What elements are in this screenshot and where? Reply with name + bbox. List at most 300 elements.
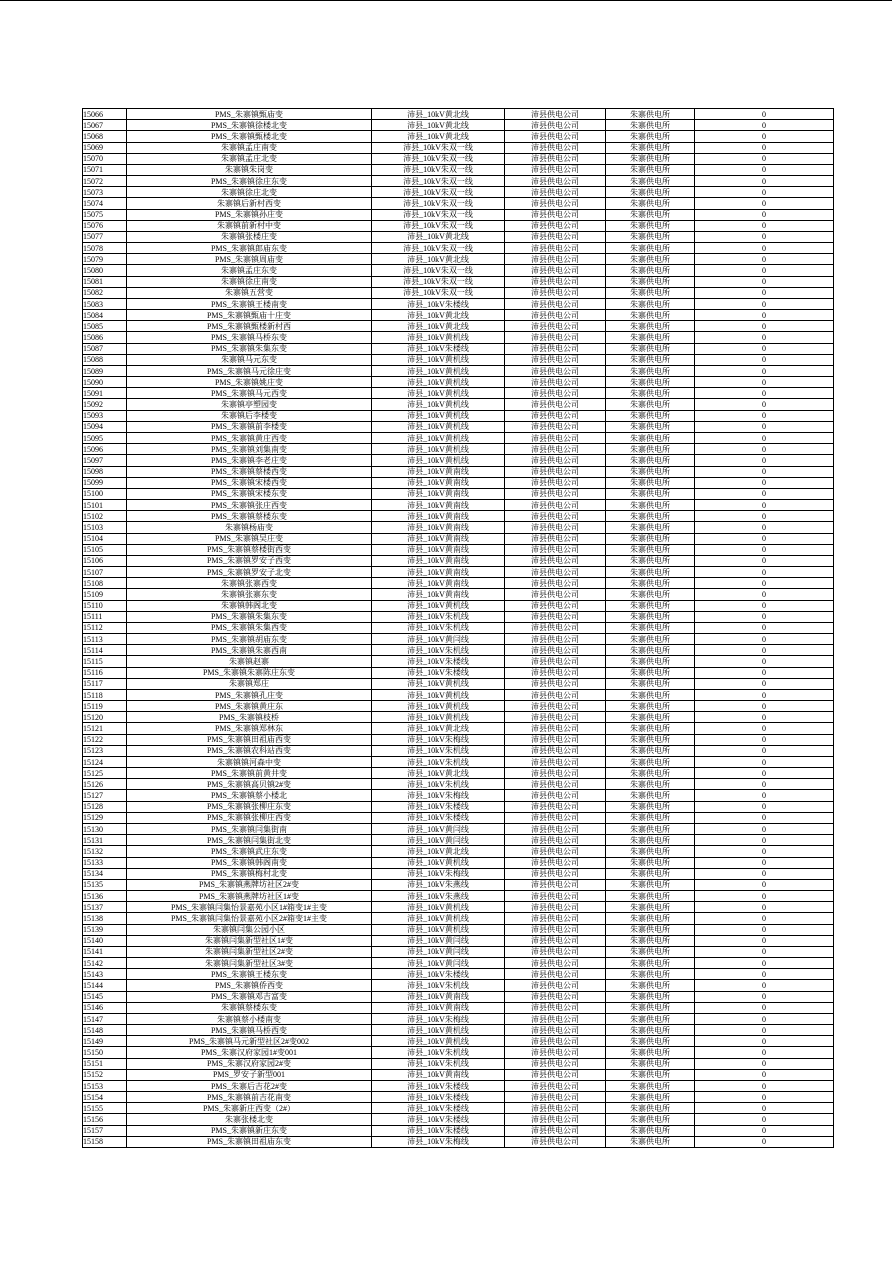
- cell-value: 0: [695, 388, 834, 399]
- cell-transformer-name: 朱寨镇五营变: [127, 287, 372, 298]
- cell-value: 0: [695, 522, 834, 533]
- cell-feeder-line: 沛县_10kV黄机线: [372, 455, 505, 466]
- table-row: [83, 343, 834, 354]
- table-row: [83, 723, 834, 734]
- cell-company: 沛县供电公司: [505, 220, 606, 231]
- cell-company: 沛县供电公司: [505, 1092, 606, 1103]
- table-row: [83, 801, 834, 812]
- cell-feeder-line: 沛县_10kV黄北线: [372, 231, 505, 242]
- cell-transformer-name: PMS_朱寨镇邓吉富变: [127, 991, 372, 1002]
- cell-company: 沛县供电公司: [505, 276, 606, 287]
- cell-value: 0: [695, 432, 834, 443]
- cell-feeder-line: 沛县_10kV黄机线: [372, 1025, 505, 1036]
- table-row: [83, 824, 834, 835]
- cell-id: 15131: [83, 835, 127, 846]
- cell-value: 0: [695, 734, 834, 745]
- cell-value: 0: [695, 500, 834, 511]
- table-row: [83, 958, 834, 969]
- cell-station: 朱寨供电所: [606, 176, 695, 187]
- cell-station: 朱寨供电所: [606, 142, 695, 153]
- cell-station: 朱寨供电所: [606, 891, 695, 902]
- table-row: [83, 980, 834, 991]
- cell-value: 0: [695, 958, 834, 969]
- table-row: [83, 969, 834, 980]
- cell-id: 15103: [83, 522, 127, 533]
- table-row: [83, 689, 834, 700]
- cell-feeder-line: 沛县_10kV朱梅线: [372, 734, 505, 745]
- table-row: [83, 891, 834, 902]
- cell-feeder-line: 沛县_10kV朱双一线: [372, 209, 505, 220]
- cell-value: 0: [695, 924, 834, 935]
- cell-feeder-line: 沛县_10kV黄机线: [372, 600, 505, 611]
- cell-company: 沛县供电公司: [505, 131, 606, 142]
- cell-feeder-line: 沛县_10kV黄闫线: [372, 946, 505, 957]
- cell-station: 朱寨供电所: [606, 712, 695, 723]
- cell-transformer-name: 朱寨镇后新村西变: [127, 198, 372, 209]
- cell-value: 0: [695, 578, 834, 589]
- cell-value: 0: [695, 1069, 834, 1080]
- table-row: [83, 712, 834, 723]
- cell-value: 0: [695, 298, 834, 309]
- table-row: [83, 1025, 834, 1036]
- cell-value: 0: [695, 835, 834, 846]
- cell-feeder-line: 沛县_10kV朱机线: [372, 1047, 505, 1058]
- cell-id: 15116: [83, 667, 127, 678]
- table-row: [83, 120, 834, 131]
- cell-station: 朱寨供电所: [606, 701, 695, 712]
- cell-feeder-line: 沛县_10kV朱双一线: [372, 153, 505, 164]
- cell-transformer-name: PMS_朱寨镇武庄东变: [127, 846, 372, 857]
- cell-id: 15119: [83, 701, 127, 712]
- cell-company: 沛县供电公司: [505, 310, 606, 321]
- cell-feeder-line: 沛县_10kV黄机线: [372, 678, 505, 689]
- cell-id: 15147: [83, 1013, 127, 1024]
- cell-id: 15120: [83, 712, 127, 723]
- cell-transformer-name: 朱寨镇蔡小楼南变: [127, 1013, 372, 1024]
- cell-feeder-line: 沛县_10kV朱楼线: [372, 1103, 505, 1114]
- cell-company: 沛县供电公司: [505, 768, 606, 779]
- cell-company: 沛县供电公司: [505, 332, 606, 343]
- cell-company: 沛县供电公司: [505, 377, 606, 388]
- cell-station: 朱寨供电所: [606, 667, 695, 678]
- cell-transformer-name: PMS_朱寨镇高贝镇2#变: [127, 779, 372, 790]
- table-row: [83, 611, 834, 622]
- cell-id: 15104: [83, 533, 127, 544]
- cell-id: 15084: [83, 310, 127, 321]
- cell-id: 15123: [83, 745, 127, 756]
- cell-transformer-name: PMS_朱寨镇徐楼北变: [127, 120, 372, 131]
- cell-value: 0: [695, 365, 834, 376]
- cell-station: 朱寨供电所: [606, 946, 695, 957]
- cell-id: 15132: [83, 846, 127, 857]
- cell-company: 沛县供电公司: [505, 611, 606, 622]
- page-top-rule: [0, 0, 892, 1]
- cell-feeder-line: 沛县_10kV朱双一线: [372, 287, 505, 298]
- cell-company: 沛县供电公司: [505, 712, 606, 723]
- cell-id: 15095: [83, 432, 127, 443]
- cell-value: 0: [695, 343, 834, 354]
- cell-company: 沛县供电公司: [505, 935, 606, 946]
- table-row: [83, 243, 834, 254]
- cell-feeder-line: 沛县_10kV黄机线: [372, 410, 505, 421]
- cell-company: 沛县供电公司: [505, 410, 606, 421]
- table-row: [83, 377, 834, 388]
- table-row: [83, 321, 834, 332]
- table-row: [83, 388, 834, 399]
- cell-station: 朱寨供电所: [606, 365, 695, 376]
- cell-station: 朱寨供电所: [606, 935, 695, 946]
- cell-feeder-line: 沛县_10kV朱梅线: [372, 1136, 505, 1147]
- cell-company: 沛县供电公司: [505, 1013, 606, 1024]
- cell-company: 沛县供电公司: [505, 432, 606, 443]
- cell-value: 0: [695, 913, 834, 924]
- cell-station: 朱寨供电所: [606, 622, 695, 633]
- cell-station: 朱寨供电所: [606, 980, 695, 991]
- table-row: [83, 354, 834, 365]
- table-row: [83, 176, 834, 187]
- cell-company: 沛县供电公司: [505, 678, 606, 689]
- cell-company: 沛县供电公司: [505, 645, 606, 656]
- cell-feeder-line: 沛县_10kV黄闫线: [372, 935, 505, 946]
- table-row: [83, 399, 834, 410]
- cell-company: 沛县供电公司: [505, 533, 606, 544]
- cell-id: 15149: [83, 1036, 127, 1047]
- cell-company: 沛县供电公司: [505, 745, 606, 756]
- cell-id: 15114: [83, 645, 127, 656]
- cell-feeder-line: 沛县_10kV黄机线: [372, 388, 505, 399]
- cell-company: 沛县供电公司: [505, 455, 606, 466]
- cell-value: 0: [695, 209, 834, 220]
- cell-feeder-line: 沛县_10kV黄北线: [372, 846, 505, 857]
- cell-station: 朱寨供电所: [606, 1092, 695, 1103]
- cell-transformer-name: 朱寨镇徐庄北变: [127, 187, 372, 198]
- cell-station: 朱寨供电所: [606, 678, 695, 689]
- table-row: [83, 533, 834, 544]
- cell-transformer-name: PMS_朱寨镇韩阁南变: [127, 857, 372, 868]
- cell-id: 15069: [83, 142, 127, 153]
- table-row: [83, 1136, 834, 1147]
- table-row: [83, 231, 834, 242]
- cell-transformer-name: PMS_朱寨镇闫集怡景嘉苑小区2#箱变1#主变: [127, 913, 372, 924]
- cell-station: 朱寨供电所: [606, 857, 695, 868]
- cell-value: 0: [695, 1002, 834, 1013]
- cell-transformer-name: PMS_朱寨镇马桥东变: [127, 332, 372, 343]
- cell-value: 0: [695, 678, 834, 689]
- cell-feeder-line: 沛县_10kV朱楼线: [372, 667, 505, 678]
- cell-feeder-line: 沛县_10kV黄机线: [372, 332, 505, 343]
- cell-station: 朱寨供电所: [606, 120, 695, 131]
- cell-id: 15143: [83, 969, 127, 980]
- cell-company: 沛县供电公司: [505, 176, 606, 187]
- cell-station: 朱寨供电所: [606, 745, 695, 756]
- cell-value: 0: [695, 254, 834, 265]
- cell-station: 朱寨供电所: [606, 768, 695, 779]
- cell-company: 沛县供电公司: [505, 991, 606, 1002]
- cell-feeder-line: 沛县_10kV朱楼线: [372, 1080, 505, 1091]
- cell-station: 朱寨供电所: [606, 812, 695, 823]
- cell-value: 0: [695, 198, 834, 209]
- cell-feeder-line: 沛县_10kV黄南线: [372, 589, 505, 600]
- cell-station: 朱寨供电所: [606, 410, 695, 421]
- cell-id: 15083: [83, 298, 127, 309]
- cell-transformer-name: PMS_朱寨镇徐庄东变: [127, 176, 372, 187]
- cell-company: 沛县供电公司: [505, 891, 606, 902]
- cell-value: 0: [695, 265, 834, 276]
- cell-value: 0: [695, 812, 834, 823]
- cell-transformer-name: 朱寨镇闫集新型社区2#变: [127, 946, 372, 957]
- cell-feeder-line: 沛县_10kV黄南线: [372, 567, 505, 578]
- cell-station: 朱寨供电所: [606, 388, 695, 399]
- cell-transformer-name: PMS_朱寨镇朱集西变: [127, 622, 372, 633]
- cell-company: 沛县供电公司: [505, 265, 606, 276]
- cell-feeder-line: 沛县_10kV朱机线: [372, 1058, 505, 1069]
- cell-value: 0: [695, 622, 834, 633]
- cell-company: 沛县供电公司: [505, 1002, 606, 1013]
- cell-feeder-line: 沛县_10kV朱燕线: [372, 891, 505, 902]
- cell-station: 朱寨供电所: [606, 868, 695, 879]
- table-row: [83, 511, 834, 522]
- cell-transformer-name: PMS_朱寨镇枝桥: [127, 712, 372, 723]
- cell-id: 15070: [83, 153, 127, 164]
- cell-value: 0: [695, 377, 834, 388]
- cell-feeder-line: 沛县_10kV黄机线: [372, 924, 505, 935]
- table-row: [83, 879, 834, 890]
- table-row: [83, 935, 834, 946]
- cell-company: 沛县供电公司: [505, 790, 606, 801]
- cell-id: 15096: [83, 444, 127, 455]
- cell-transformer-name: PMS_朱寨镇黄庄西变: [127, 432, 372, 443]
- cell-feeder-line: 沛县_10kV朱双一线: [372, 198, 505, 209]
- cell-value: 0: [695, 1025, 834, 1036]
- table-row: [83, 265, 834, 276]
- table-row: [83, 466, 834, 477]
- cell-value: 0: [695, 712, 834, 723]
- cell-station: 朱寨供电所: [606, 1069, 695, 1080]
- cell-station: 朱寨供电所: [606, 991, 695, 1002]
- table-body: [83, 109, 834, 1148]
- cell-station: 朱寨供电所: [606, 209, 695, 220]
- cell-station: 朱寨供电所: [606, 1025, 695, 1036]
- cell-value: 0: [695, 421, 834, 432]
- cell-transformer-name: 朱寨镇亭塑园变: [127, 399, 372, 410]
- cell-station: 朱寨供电所: [606, 634, 695, 645]
- cell-station: 朱寨供电所: [606, 198, 695, 209]
- cell-value: 0: [695, 790, 834, 801]
- cell-value: 0: [695, 332, 834, 343]
- cell-transformer-name: PMS_朱寨镇前李楼变: [127, 421, 372, 432]
- cell-station: 朱寨供电所: [606, 421, 695, 432]
- cell-company: 沛县供电公司: [505, 164, 606, 175]
- cell-feeder-line: 沛县_10kV黄南线: [372, 544, 505, 555]
- cell-feeder-line: 沛县_10kV朱机线: [372, 779, 505, 790]
- cell-transformer-name: PMS_朱寨镇蔡小楼北: [127, 790, 372, 801]
- cell-value: 0: [695, 1114, 834, 1125]
- cell-transformer-name: 朱寨镇闫集新型社区1#变: [127, 935, 372, 946]
- cell-value: 0: [695, 533, 834, 544]
- cell-station: 朱寨供电所: [606, 555, 695, 566]
- table-row: [83, 1080, 834, 1091]
- cell-id: 15087: [83, 343, 127, 354]
- cell-value: 0: [695, 455, 834, 466]
- cell-feeder-line: 沛县_10kV朱梅线: [372, 868, 505, 879]
- cell-transformer-name: PMS_朱寨镇蔡楼西变: [127, 466, 372, 477]
- cell-station: 朱寨供电所: [606, 913, 695, 924]
- cell-transformer-name: 朱寨镇后李楼变: [127, 410, 372, 421]
- cell-transformer-name: 朱寨镇孟庄东变: [127, 265, 372, 276]
- cell-station: 朱寨供电所: [606, 220, 695, 231]
- cell-transformer-name: 朱寨镇马元东变: [127, 354, 372, 365]
- cell-station: 朱寨供电所: [606, 231, 695, 242]
- cell-company: 沛县供电公司: [505, 667, 606, 678]
- table-row: [83, 578, 834, 589]
- cell-company: 沛县供电公司: [505, 801, 606, 812]
- table-row: [83, 254, 834, 265]
- cell-station: 朱寨供电所: [606, 276, 695, 287]
- cell-station: 朱寨供电所: [606, 265, 695, 276]
- table-row: [83, 198, 834, 209]
- cell-transformer-name: PMS_朱寨镇蔡楼东变: [127, 511, 372, 522]
- cell-station: 朱寨供电所: [606, 455, 695, 466]
- cell-value: 0: [695, 868, 834, 879]
- cell-feeder-line: 沛县_10kV黄南线: [372, 477, 505, 488]
- table-row: [83, 656, 834, 667]
- cell-company: 沛县供电公司: [505, 522, 606, 533]
- cell-company: 沛县供电公司: [505, 701, 606, 712]
- table-row: [83, 421, 834, 432]
- cell-transformer-name: 朱寨镇张寨西变: [127, 578, 372, 589]
- cell-value: 0: [695, 109, 834, 120]
- cell-station: 朱寨供电所: [606, 1136, 695, 1147]
- cell-transformer-name: PMS_朱寨镇马元西变: [127, 388, 372, 399]
- cell-feeder-line: 沛县_10kV黄机线: [372, 354, 505, 365]
- cell-transformer-name: PMS_朱寨镇侨西变: [127, 980, 372, 991]
- cell-transformer-name: PMS_朱寨镇前吉花南变: [127, 1092, 372, 1103]
- cell-company: 沛县供电公司: [505, 421, 606, 432]
- cell-value: 0: [695, 287, 834, 298]
- cell-transformer-name: PMS_朱寨镇宋楼西变: [127, 477, 372, 488]
- table-row: [83, 1125, 834, 1136]
- cell-company: 沛县供电公司: [505, 600, 606, 611]
- cell-feeder-line: 沛县_10kV黄南线: [372, 1002, 505, 1013]
- cell-station: 朱寨供电所: [606, 298, 695, 309]
- cell-station: 朱寨供电所: [606, 790, 695, 801]
- cell-id: 15153: [83, 1080, 127, 1091]
- cell-company: 沛县供电公司: [505, 1036, 606, 1047]
- cell-value: 0: [695, 243, 834, 254]
- cell-station: 朱寨供电所: [606, 969, 695, 980]
- cell-id: 15099: [83, 477, 127, 488]
- cell-company: 沛县供电公司: [505, 187, 606, 198]
- cell-value: 0: [695, 946, 834, 957]
- table-row: [83, 567, 834, 578]
- cell-transformer-name: 朱寨镇张楼庄变: [127, 231, 372, 242]
- cell-station: 朱寨供电所: [606, 578, 695, 589]
- table-row: [83, 544, 834, 555]
- cell-station: 朱寨供电所: [606, 109, 695, 120]
- cell-transformer-name: PMS_朱寨镇马元新型社区2#变002: [127, 1036, 372, 1047]
- table-row: [83, 913, 834, 924]
- cell-id: 15088: [83, 354, 127, 365]
- table-row: [83, 1103, 834, 1114]
- cell-id: 15066: [83, 109, 127, 120]
- cell-station: 朱寨供电所: [606, 287, 695, 298]
- cell-transformer-name: PMS_朱寨镇郎庙东变: [127, 243, 372, 254]
- cell-value: 0: [695, 220, 834, 231]
- cell-id: 15138: [83, 913, 127, 924]
- cell-value: 0: [695, 634, 834, 645]
- cell-feeder-line: 沛县_10kV朱双一线: [372, 276, 505, 287]
- cell-company: 沛县供电公司: [505, 902, 606, 913]
- cell-transformer-name: PMS_朱寨镇马元徐庄变: [127, 365, 372, 376]
- cell-id: 15081: [83, 276, 127, 287]
- cell-transformer-name: PMS_朱寨镇甄庙十庄变: [127, 310, 372, 321]
- cell-id: 15127: [83, 790, 127, 801]
- cell-value: 0: [695, 857, 834, 868]
- table-row: [83, 1013, 834, 1024]
- cell-feeder-line: 沛县_10kV黄南线: [372, 522, 505, 533]
- cell-value: 0: [695, 1103, 834, 1114]
- cell-station: 朱寨供电所: [606, 824, 695, 835]
- cell-id: 15101: [83, 500, 127, 511]
- cell-transformer-name: PMS_朱寨汉府家园2#变: [127, 1058, 372, 1069]
- cell-transformer-name: PMS_朱寨镇郑林东: [127, 723, 372, 734]
- cell-feeder-line: 沛县_10kV朱机线: [372, 611, 505, 622]
- cell-company: 沛县供电公司: [505, 824, 606, 835]
- cell-feeder-line: 沛县_10kV黄北线: [372, 310, 505, 321]
- cell-company: 沛县供电公司: [505, 544, 606, 555]
- cell-value: 0: [695, 567, 834, 578]
- table-row: [83, 187, 834, 198]
- cell-station: 朱寨供电所: [606, 1103, 695, 1114]
- cell-station: 朱寨供电所: [606, 846, 695, 857]
- cell-station: 朱寨供电所: [606, 902, 695, 913]
- cell-transformer-name: 朱寨镇孟庄北变: [127, 153, 372, 164]
- cell-transformer-name: PMS_朱寨汉府家园1#变001: [127, 1047, 372, 1058]
- cell-station: 朱寨供电所: [606, 656, 695, 667]
- cell-station: 朱寨供电所: [606, 533, 695, 544]
- table-row: [83, 310, 834, 321]
- cell-id: 15067: [83, 120, 127, 131]
- cell-transformer-name: 朱寨镇韩阁北变: [127, 600, 372, 611]
- cell-id: 15077: [83, 231, 127, 242]
- cell-id: 15129: [83, 812, 127, 823]
- cell-transformer-name: PMS_朱寨镇王楼南变: [127, 298, 372, 309]
- cell-feeder-line: 沛县_10kV黄南线: [372, 511, 505, 522]
- cell-feeder-line: 沛县_10kV黄机线: [372, 432, 505, 443]
- cell-id: 15110: [83, 600, 127, 611]
- cell-transformer-name: PMS_朱寨镇黄庄东: [127, 701, 372, 712]
- cell-id: 15108: [83, 578, 127, 589]
- cell-id: 15080: [83, 265, 127, 276]
- cell-id: 15074: [83, 198, 127, 209]
- table-row: [83, 946, 834, 957]
- cell-id: 15136: [83, 891, 127, 902]
- cell-feeder-line: 沛县_10kV黄闫线: [372, 634, 505, 645]
- cell-company: 沛县供电公司: [505, 969, 606, 980]
- cell-id: 15122: [83, 734, 127, 745]
- cell-id: 15097: [83, 455, 127, 466]
- cell-station: 朱寨供电所: [606, 1047, 695, 1058]
- cell-transformer-name: 朱寨镇孟庄南变: [127, 142, 372, 153]
- cell-company: 沛县供电公司: [505, 477, 606, 488]
- cell-feeder-line: 沛县_10kV黄机线: [372, 857, 505, 868]
- cell-id: 15150: [83, 1047, 127, 1058]
- cell-id: 15092: [83, 399, 127, 410]
- cell-station: 朱寨供电所: [606, 1058, 695, 1069]
- table-row: [83, 410, 834, 421]
- cell-transformer-name: 朱寨镇郑庄: [127, 678, 372, 689]
- cell-company: 沛县供电公司: [505, 120, 606, 131]
